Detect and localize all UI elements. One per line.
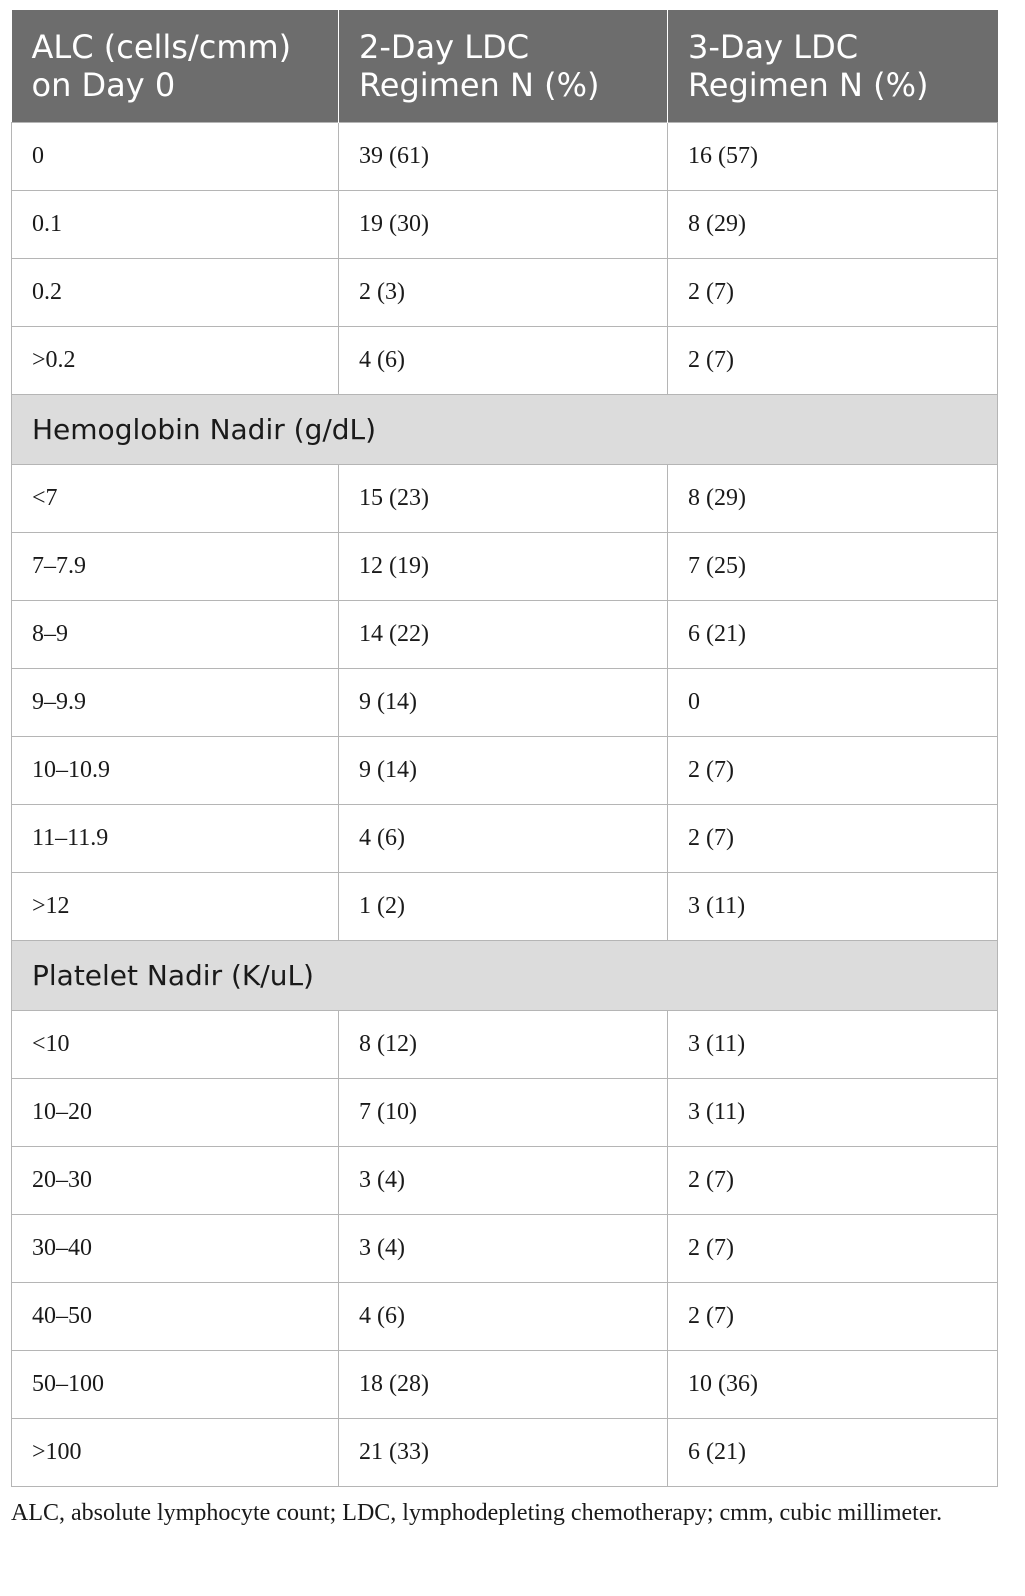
table-row: [12, 668, 998, 736]
section-title: Hemoglobin Nadir (g/dL): [12, 394, 998, 464]
table-cell: 11–11.9: [12, 804, 339, 872]
table-row: [12, 258, 998, 326]
table-cell: 12 (19): [339, 532, 668, 600]
table-cell: 2 (7): [668, 1214, 998, 1282]
column-header-alc: ALC (cells/cmm) on Day 0: [12, 10, 339, 122]
table-row: [12, 1078, 998, 1146]
table-cell: 3 (11): [668, 872, 998, 940]
table-cell: 0: [12, 122, 339, 190]
table-cell: 10–10.9: [12, 736, 339, 804]
table-cell: 6 (21): [668, 600, 998, 668]
table-row: [12, 532, 998, 600]
table-cell: 2 (7): [668, 258, 998, 326]
data-table-container: [11, 10, 997, 1487]
column-header-2-day-ldc: 2-Day LDC Regimen N (%): [339, 10, 668, 122]
table-row: [12, 1214, 998, 1282]
table-row: [12, 1146, 998, 1214]
table-cell: 50–100: [12, 1350, 339, 1418]
data-table: [11, 10, 998, 1487]
header-row: [12, 10, 998, 122]
table-row: [12, 1010, 998, 1078]
table-cell: 9 (14): [339, 736, 668, 804]
table-cell: 8 (29): [668, 190, 998, 258]
table-cell: 39 (61): [339, 122, 668, 190]
table-cell: 0.1: [12, 190, 339, 258]
table-cell: <10: [12, 1010, 339, 1078]
table-cell: 0.2: [12, 258, 339, 326]
table-cell: >12: [12, 872, 339, 940]
table-cell: 3 (11): [668, 1078, 998, 1146]
table-cell: 10–20: [12, 1078, 339, 1146]
table-row: [12, 1282, 998, 1350]
table-row: [12, 190, 998, 258]
section-header-row: [12, 394, 998, 464]
column-header-3-day-ldc: 3-Day LDC Regimen N (%): [668, 10, 998, 122]
table-cell: 9 (14): [339, 668, 668, 736]
table-row: [12, 1350, 998, 1418]
table-row: [12, 872, 998, 940]
table-cell: 16 (57): [668, 122, 998, 190]
table-cell: 8–9: [12, 600, 339, 668]
table-cell: 21 (33): [339, 1418, 668, 1486]
section-title: Platelet Nadir (K/uL): [12, 940, 998, 1010]
table-cell: 40–50: [12, 1282, 339, 1350]
table-cell: 4 (6): [339, 1282, 668, 1350]
table-cell: 7 (10): [339, 1078, 668, 1146]
table-row: [12, 804, 998, 872]
table-row: [12, 736, 998, 804]
table-body: [12, 122, 998, 1486]
table-cell: 3 (11): [668, 1010, 998, 1078]
table-cell: 2 (3): [339, 258, 668, 326]
table-row: [12, 464, 998, 532]
table-cell: 4 (6): [339, 326, 668, 394]
table-cell: 2 (7): [668, 1146, 998, 1214]
table-cell: 18 (28): [339, 1350, 668, 1418]
table-cell: 2 (7): [668, 326, 998, 394]
table-cell: 0: [668, 668, 998, 736]
table-cell: 30–40: [12, 1214, 339, 1282]
table-cell: 2 (7): [668, 1282, 998, 1350]
table-cell: 2 (7): [668, 804, 998, 872]
table-cell: 9–9.9: [12, 668, 339, 736]
table-row: [12, 600, 998, 668]
table-cell: 8 (29): [668, 464, 998, 532]
table-header: [12, 10, 998, 122]
table-cell: 1 (2): [339, 872, 668, 940]
table-cell: 7 (25): [668, 532, 998, 600]
table-row: [12, 326, 998, 394]
table-cell: <7: [12, 464, 339, 532]
table-cell: 3 (4): [339, 1146, 668, 1214]
table-cell: 10 (36): [668, 1350, 998, 1418]
table-footnote: ALC, absolute lymphocyte count; LDC, lymphodepleting chemotherapy; cmm, cubic millimeter.: [11, 1500, 943, 1526]
table-row: [12, 122, 998, 190]
table-cell: 19 (30): [339, 190, 668, 258]
table-cell: 7–7.9: [12, 532, 339, 600]
table-cell: >0.2: [12, 326, 339, 394]
table-row: [12, 1418, 998, 1486]
table-cell: >100: [12, 1418, 339, 1486]
table-cell: 6 (21): [668, 1418, 998, 1486]
table-cell: 3 (4): [339, 1214, 668, 1282]
table-cell: 20–30: [12, 1146, 339, 1214]
table-cell: 8 (12): [339, 1010, 668, 1078]
section-header-row: [12, 940, 998, 1010]
table-cell: 4 (6): [339, 804, 668, 872]
table-cell: 2 (7): [668, 736, 998, 804]
table-cell: 15 (23): [339, 464, 668, 532]
table-cell: 14 (22): [339, 600, 668, 668]
